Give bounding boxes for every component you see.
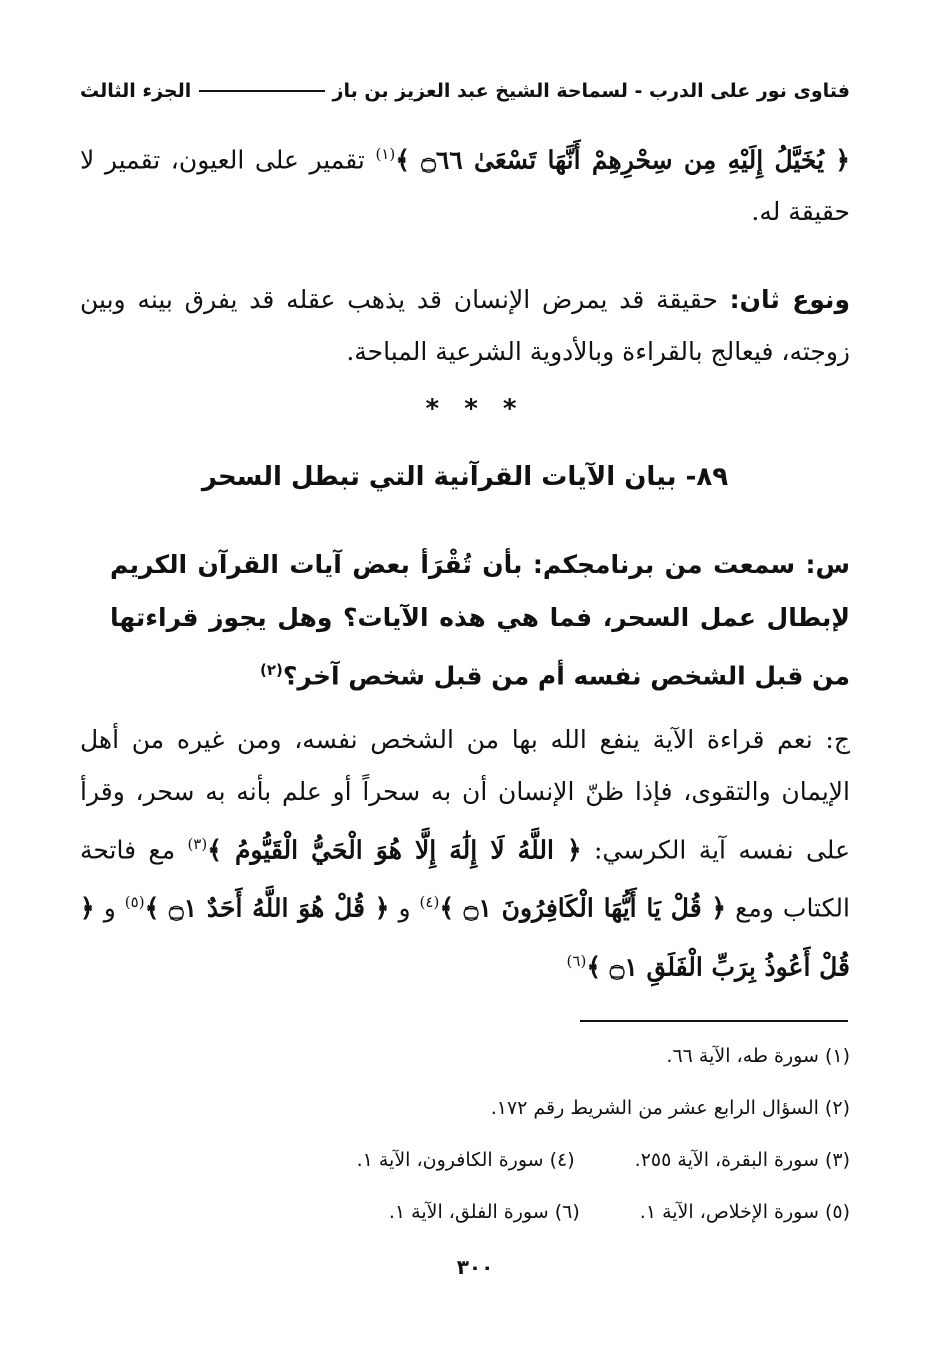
answer-text-1: ج: نعم قراءة الآية ينفع الله بها من الشخص نفسه، ومن غيره من أهل الإيمان والتقوى، فإذا ظنّ الإنسان أن به سحراً أو علم بأنه به سحر، وقرأ على نفسه آية الكرسي:: [80, 725, 851, 865]
footnote-ref: (٢): [260, 661, 283, 679]
footnote-ref-3: (٣): [187, 835, 208, 853]
footnote-3: (٣) سورة البقرة، الآية ٢٥٥.: [634, 1149, 850, 1171]
header-volume: الجزء الثالث: [80, 80, 192, 102]
paragraph-text: تقمير على العيون، تقمير لا حقيقة له.: [80, 145, 850, 227]
footnote-ref-6: (٦): [566, 951, 587, 970]
footnotes: [180, 1030, 850, 1238]
paragraph-1: [80, 128, 850, 238]
footnote-rule: [580, 1020, 848, 1022]
header-rule: [199, 90, 324, 92]
footnote-5: (٥) سورة الإخلاص، الآية ١.: [639, 1201, 850, 1223]
quran-verse-falaq: ﴿ قُلْ أَعُوذُ بِرَبِّ الْفَلَقِ ۝١ ﴾: [80, 893, 850, 981]
footnote-2: (٢) السؤال الرابع عشر من الشريط رقم ١٧٢.: [490, 1097, 850, 1119]
answer-block: [80, 714, 850, 993]
paragraph-2: [80, 274, 850, 378]
answer-text-4: و: [103, 893, 116, 923]
quran-verse-kafirun: ﴿ قُلْ يَا أَيُّهَا الْكَافِرُونَ ۝١ ﴾: [439, 893, 727, 923]
footnote-ref: (١): [375, 145, 396, 163]
footnote-ref-5: (٥): [124, 893, 145, 912]
question-block: [110, 538, 850, 702]
footnote-row-5-6: [180, 1186, 850, 1238]
page-number: ٣٠٠: [456, 1255, 494, 1279]
quran-verse-ikhlas: ﴿ قُلْ هُوَ اللَّهُ أَحَدٌ ۝١ ﴾: [144, 893, 390, 923]
footnote-4: (٤) سورة الكافرون، الآية ١.: [356, 1149, 575, 1171]
paragraph-text: حقيقة قد يمرض الإنسان قد يذهب عقله قد يفرق بينه وبين زوجته، فيعالج بالقراءة وبالأدوية الشرعية المباحة.: [80, 285, 850, 366]
footnote-row-3-4: [180, 1134, 850, 1186]
running-header: [80, 80, 850, 102]
answer-text-2: مع فاتحة الكتاب ومع: [80, 835, 850, 923]
quran-verse: ﴿ يُخَيَّلُ إِلَيْهِ مِن سِحْرِهِمْ أَنَّهَا تَسْعَىٰ ۝٦٦ ﴾: [395, 145, 851, 175]
footnote-1: (١) سورة طه، الآية ٦٦.: [666, 1045, 850, 1067]
header-book-title: فتاوى نور على الدرب - لسماحة الشيخ عبد العزيز بن باز: [332, 80, 850, 102]
paragraph-lead: ونوع ثان:: [729, 285, 850, 314]
answer-text-3: و: [398, 893, 411, 923]
footnote-6: (٦) سورة الفلق، الآية ١.: [388, 1201, 580, 1223]
section-title: ٨٩- بيان الآيات القرآنية التي تبطل السحر: [201, 462, 729, 492]
footnote-ref-4: (٤): [419, 893, 440, 912]
section-separator: * * *: [425, 394, 525, 424]
question-text: س: سمعت من برنامجكم: بأن تُقْرَأ بعض آيات القرآن الكريم لإبطال عمل السحر، فما هي هذه الآيات؟ وهل يجوز قراءتها من قبل الشخص نفسه أم من قبل شخص آخر؟: [110, 550, 850, 691]
quran-verse-kursi: ﴿ اللَّهُ لَا إِلَٰهَ إِلَّا هُوَ الْحَيُّ الْقَيُّومُ ﴾: [207, 835, 582, 865]
